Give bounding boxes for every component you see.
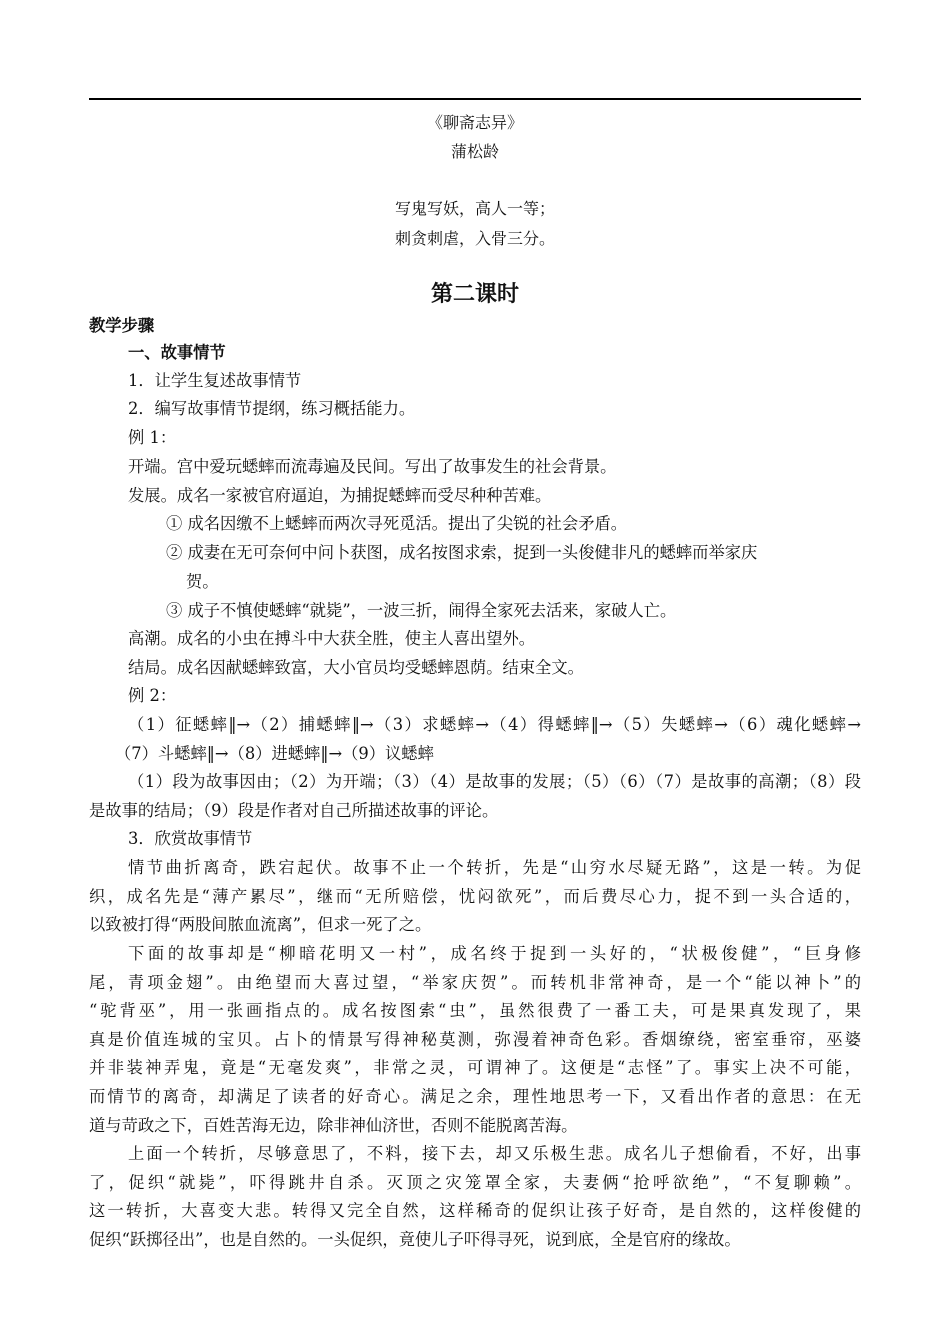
example1-development: 发展。成名一家被官府逼迫，为捕捉蟋蟀而受尽种种苦难。 [128, 486, 552, 505]
lesson-title: 第二课时 [430, 282, 519, 307]
para1-line-2: 织，成名先是“薄产累尽”，继而“无所赔偿，忧闷欲死”，而后费尽心力，捉不到一头合适的， [89, 887, 861, 906]
section1-heading: 一、故事情节 [128, 343, 226, 362]
couplet-line-2: 刺贪刺虐，入骨三分。 [394, 229, 555, 248]
book-title: 《聊斋志异》 [426, 113, 523, 132]
para2-line-3: “驼背巫”，用一张画指点的。成名按图索“虫”，虽然很费了一番工夫，可是果真发现了，果 [89, 1001, 861, 1020]
example2-label: 例 2： [128, 686, 177, 705]
para3-line-3: 这一转折，大喜变大悲。转得又完全自然，这样稀奇的促织让孩子好奇，是自然的，这样俊健的 [89, 1201, 861, 1220]
example1-sub-1: ① 成名因缴不上蟋蟀而两次寻死觅活。提出了尖锐的社会矛盾。 [166, 514, 628, 533]
example1-ending: 结局。成名因献蟋蟀致富，大小官员均受蟋蟀恩荫。结束全文。 [128, 658, 584, 677]
example2-flow-line-2: （7）斗蟋蟀‖→（8）进蟋蟀‖→（9）议蟋蟀 [115, 744, 434, 763]
example1-sub-2: ② 成妻在无可奈何中问卜获图，成名按图求索，捉到一头俊健非凡的蟋蟀而举家庆 [166, 543, 758, 562]
para3-line-4: 促织“跃掷径出”，也是自然的。一头促织，竟使儿子吓得寻死，说到底，全是官府的缘故。 [89, 1230, 741, 1249]
example2-note-line-1: （1）段为故事因由；（2）为开端；（3）（4）是故事的发展；（5）（6）（7）是故事的高潮；（8）段 [128, 772, 861, 791]
para2-line-5: 并非装神弄鬼，竟是“无毫发爽”，非常之灵，可谓神了。这便是“志怪”了。事实上决不可能， [89, 1058, 861, 1077]
para2-line-6: 而情节的离奇，却满足了读者的好奇心。满足之余，理性地思考一下，又看出作者的意思：在无 [89, 1087, 861, 1106]
para2-line-1: 下面的故事却是“柳暗花明又一村”，成名终于捉到一头好的，“状极俊健”，“巨身修 [128, 944, 861, 963]
author-name: 蒲松龄 [450, 142, 499, 161]
para3-line-2: 了，促织“就毙”，吓得跳井自杀。灭顶之灾笼罩全家，夫妻俩“抢呼欲绝”，“不复聊赖”。 [89, 1173, 861, 1192]
para2-line-7: 道与苛政之下，百姓苦海无边，除非神仙济世，否则不能脱离苦海。 [89, 1116, 578, 1135]
para2-line-4: 真是价值连城的宝贝。占卜的情景写得神秘莫测，弥漫着神奇色彩。香烟缭绕，密室垂帘，巫婆 [89, 1030, 861, 1049]
steps-heading: 教学步骤 [89, 316, 155, 335]
para3-line-1: 上面一个转折，尽够意思了，不料，接下去，却又乐极生悲。成名儿子想偷看，不好，出事 [128, 1144, 861, 1163]
item-3: 3．欣赏故事情节 [128, 829, 253, 848]
item-2: 2．编写故事情节提纲，练习概括能力。 [128, 399, 416, 418]
couplet-line-1: 写鬼写妖，高人一等； [394, 199, 555, 218]
para1-line-3: 以致被打得“两股间脓血流离”，但求一死了之。 [89, 915, 432, 934]
example2-note-line-2: 是故事的结局；（9）段是作者对自己所描述故事的评论。 [89, 801, 499, 820]
example1-climax: 高潮。成名的小虫在搏斗中大获全胜，使主人喜出望外。 [128, 629, 536, 648]
header-rule [89, 98, 861, 100]
example2-flow-line-1: （1）征蟋蟀‖→（2）捕蟋蟀‖→（3）求蟋蟀→（4）得蟋蟀‖→（5）失蟋蟀→（6）魂化蟋蟀→ [128, 715, 861, 734]
example1-sub-3: ③ 成子不慎使蟋蟀“就毙”，一波三折，闹得全家死去活来，家破人亡。 [166, 601, 677, 620]
example1-opening: 开端。宫中爱玩蟋蟀而流毒遍及民间。写出了故事发生的社会背景。 [128, 457, 617, 476]
example1-sub-2-cont: 贺。 [186, 572, 219, 591]
para1-line-1: 情节曲折离奇，跌宕起伏。故事不止一个转折，先是“山穷水尽疑无路”，这是一转。为促 [128, 858, 861, 877]
example1-label: 例 1： [128, 428, 177, 447]
para2-line-2: 尾，青项金翅”。由绝望而大喜过望，“举家庆贺”。而转机非常神奇，是一个“能以神卜”的 [89, 973, 861, 992]
item-1: 1．让学生复述故事情节 [128, 371, 302, 390]
